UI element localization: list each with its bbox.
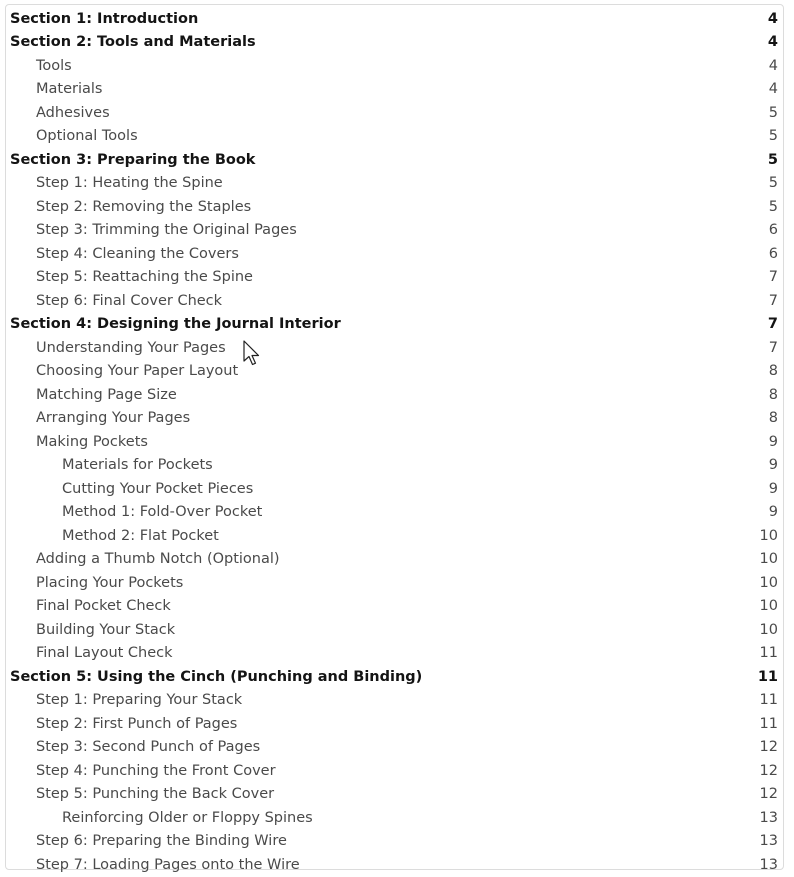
toc-list: [10, 7, 780, 877]
toc-entry-title: Step 3: Second Punch of Pages: [36, 739, 261, 756]
toc-entry-title: Reinforcing Older or Floppy Spines: [62, 809, 313, 826]
toc-entry-page-number: 9: [768, 457, 778, 474]
toc-entry-page-number: 11: [757, 668, 778, 685]
toc-subsection-entry[interactable]: [10, 548, 780, 572]
toc-entry-page-number: 11: [759, 692, 778, 709]
toc-subsection-entry[interactable]: [10, 336, 780, 360]
toc-subsection-entry[interactable]: [10, 242, 780, 266]
toc-subsection-entry[interactable]: [10, 407, 780, 431]
toc-section-entry[interactable]: [10, 31, 780, 55]
toc-entry-title: Adding a Thumb Notch (Optional): [36, 551, 280, 568]
toc-subsubsection-entry[interactable]: [10, 477, 780, 501]
toc-subsection-entry[interactable]: [10, 125, 780, 149]
toc-entry-title: Step 4: Punching the Front Cover: [36, 762, 276, 779]
toc-subsection-entry[interactable]: [10, 101, 780, 125]
toc-subsubsection-entry[interactable]: [10, 806, 780, 830]
toc-entry-page-number: 9: [768, 504, 778, 521]
toc-entry-title: Step 6: Final Cover Check: [36, 292, 223, 309]
toc-entry-page-number: 8: [768, 386, 778, 403]
toc-entry-page-number: 5: [768, 104, 778, 121]
toc-entry-title: Step 6: Preparing the Binding Wire: [36, 833, 287, 850]
toc-entry-title: Choosing Your Paper Layout: [36, 363, 239, 380]
toc-entry-title: Method 1: Fold-Over Pocket: [62, 504, 263, 521]
toc-subsection-entry[interactable]: [10, 219, 780, 243]
toc-entry-title: Cutting Your Pocket Pieces: [62, 480, 254, 497]
toc-entry-title: Step 5: Reattaching the Spine: [36, 269, 253, 286]
toc-entry-title: Matching Page Size: [36, 386, 177, 403]
toc-entry-title: Step 7: Loading Pages onto the Wire: [36, 856, 300, 873]
toc-entry-title: Materials for Pockets: [62, 457, 213, 474]
toc-entry-page-number: 7: [767, 316, 778, 333]
toc-subsection-entry[interactable]: [10, 266, 780, 290]
toc-subsection-entry[interactable]: [10, 54, 780, 78]
toc-entry-title: Step 1: Heating the Spine: [36, 175, 223, 192]
toc-entry-title: Section 1: Introduction: [10, 10, 199, 27]
toc-section-entry[interactable]: [10, 665, 780, 689]
toc-subsection-entry[interactable]: [10, 642, 780, 666]
toc-subsection-entry[interactable]: [10, 830, 780, 854]
toc-entry-page-number: 7: [768, 339, 778, 356]
toc-entry-page-number: 4: [768, 81, 778, 98]
toc-entry-page-number: 9: [768, 433, 778, 450]
toc-entry-page-number: 9: [768, 480, 778, 497]
toc-entry-page-number: 10: [759, 598, 778, 615]
toc-subsection-entry[interactable]: [10, 430, 780, 454]
toc-entry-page-number: 13: [759, 856, 778, 873]
toc-entry-title: Final Layout Check: [36, 645, 173, 662]
toc-entry-page-number: 4: [767, 10, 778, 27]
toc-entry-title: Building Your Stack: [36, 621, 176, 638]
toc-entry-page-number: 10: [759, 621, 778, 638]
toc-subsection-entry[interactable]: [10, 618, 780, 642]
toc-entry-page-number: 8: [768, 363, 778, 380]
toc-entry-title: Section 2: Tools and Materials: [10, 34, 256, 51]
toc-entry-page-number: 12: [759, 739, 778, 756]
toc-entry-page-number: 8: [768, 410, 778, 427]
toc-subsection-entry[interactable]: [10, 759, 780, 783]
toc-subsection-entry[interactable]: [10, 736, 780, 760]
toc-subsection-entry[interactable]: [10, 783, 780, 807]
toc-entry-page-number: 6: [768, 222, 778, 239]
toc-section-entry[interactable]: [10, 313, 780, 337]
toc-entry-page-number: 12: [759, 762, 778, 779]
toc-entry-page-number: 11: [759, 645, 778, 662]
toc-section-entry[interactable]: [10, 148, 780, 172]
toc-entry-title: Step 2: Removing the Staples: [36, 198, 252, 215]
toc-entry-title: Final Pocket Check: [36, 598, 171, 615]
toc-entry-title: Step 5: Punching the Back Cover: [36, 786, 275, 803]
toc-entry-page-number: 10: [759, 527, 778, 544]
toc-subsection-entry[interactable]: [10, 78, 780, 102]
toc-entry-page-number: 5: [768, 128, 778, 145]
toc-entry-title: Step 1: Preparing Your Stack: [36, 692, 243, 709]
toc-entry-title: Method 2: Flat Pocket: [62, 527, 219, 544]
toc-entry-page-number: 5: [767, 151, 778, 168]
toc-entry-title: Step 2: First Punch of Pages: [36, 715, 238, 732]
toc-entry-page-number: 10: [759, 551, 778, 568]
toc-entry-page-number: 7: [768, 292, 778, 309]
toc-subsection-entry[interactable]: [10, 195, 780, 219]
toc-entry-page-number: 5: [768, 175, 778, 192]
toc-subsection-entry[interactable]: [10, 571, 780, 595]
toc-entry-page-number: 13: [759, 833, 778, 850]
toc-entry-page-number: 5: [768, 198, 778, 215]
toc-entry-page-number: 7: [768, 269, 778, 286]
toc-subsection-entry[interactable]: [10, 289, 780, 313]
toc-entry-title: Step 3: Trimming the Original Pages: [36, 222, 297, 239]
toc-entry-title: Placing Your Pockets: [36, 574, 184, 591]
toc-entry-page-number: 10: [759, 574, 778, 591]
toc-entry-title: Section 4: Designing the Journal Interior: [10, 316, 341, 333]
toc-entry-title: Materials: [36, 81, 103, 98]
toc-subsection-entry[interactable]: [10, 383, 780, 407]
toc-subsubsection-entry[interactable]: [10, 501, 780, 525]
toc-subsubsection-entry[interactable]: [10, 454, 780, 478]
toc-entry-page-number: 4: [768, 57, 778, 74]
toc-entry-title: Understanding Your Pages: [36, 339, 226, 356]
toc-entry-page-number: 4: [767, 34, 778, 51]
toc-entry-page-number: 11: [759, 715, 778, 732]
toc-subsubsection-entry[interactable]: [10, 524, 780, 548]
toc-entry-title: Section 5: Using the Cinch (Punching and Binding): [10, 668, 423, 685]
toc-entry-title: Tools: [36, 57, 72, 74]
toc-entry-title: Optional Tools: [36, 128, 138, 145]
toc-subsection-entry[interactable]: [10, 712, 780, 736]
toc-entry-title: Making Pockets: [36, 433, 148, 450]
toc-entry-title: Section 3: Preparing the Book: [10, 151, 256, 168]
toc-entry-page-number: 6: [768, 245, 778, 262]
toc-subsection-entry[interactable]: [10, 689, 780, 713]
toc-entry-title: Arranging Your Pages: [36, 410, 191, 427]
toc-entry-page-number: 13: [759, 809, 778, 826]
toc-subsection-entry[interactable]: [10, 172, 780, 196]
toc-section-entry[interactable]: [10, 7, 780, 31]
toc-entry-title: Adhesives: [36, 104, 110, 121]
toc-entry-title: Step 4: Cleaning the Covers: [36, 245, 239, 262]
toc-entry-page-number: 12: [759, 786, 778, 803]
toc-subsection-entry[interactable]: [10, 595, 780, 619]
toc-subsection-entry[interactable]: [10, 360, 780, 384]
